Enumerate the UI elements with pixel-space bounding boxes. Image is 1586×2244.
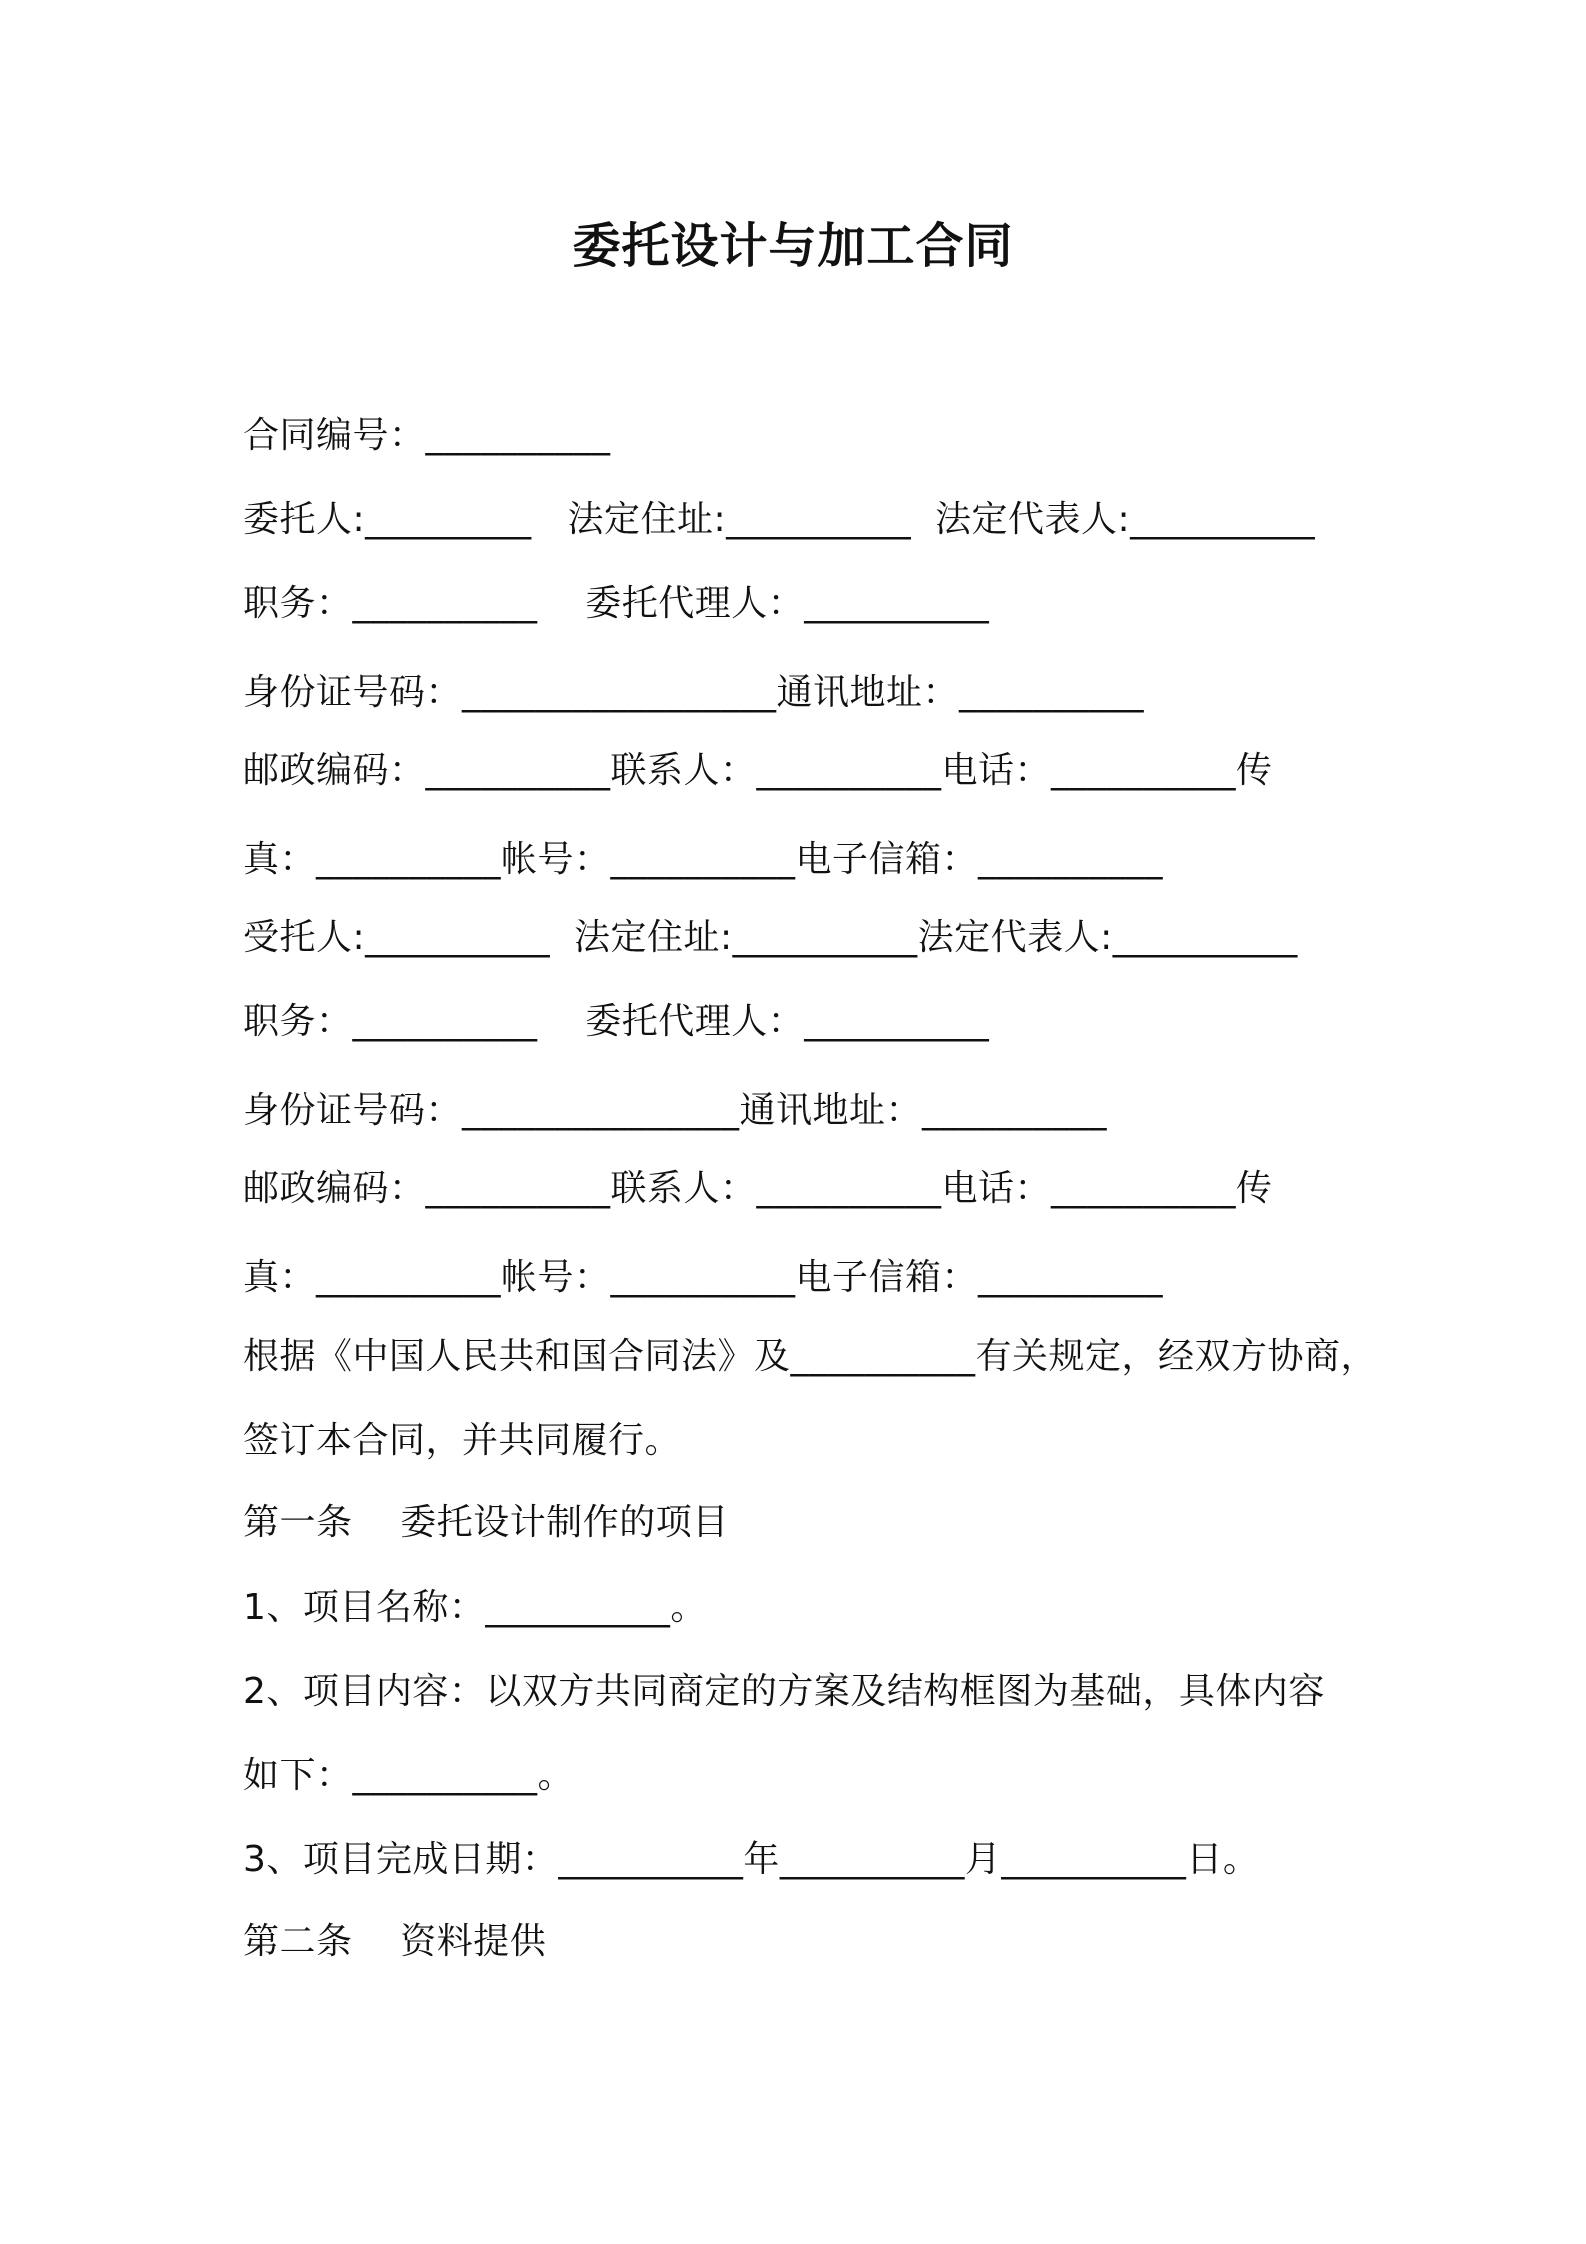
contractor-position-line: 职务：__________ 委托代理人：__________ xyxy=(243,1001,990,1042)
contractor-postcode-line: 邮政编码：__________联系人：__________电话：__________传 xyxy=(243,1168,1273,1209)
item-content-line-continued: 如下：__________。 xyxy=(243,1755,575,1796)
article-2-heading: 第二条 资料提供 xyxy=(243,1921,547,1962)
contractor-id-line: 身份证号码：_______________通讯地址：__________ xyxy=(243,1090,1108,1131)
completion-date-line: 3、项目完成日期：__________年__________月__________日。 xyxy=(243,1839,1260,1880)
client-id-line: 身份证号码：_________________通讯地址：__________ xyxy=(243,672,1145,713)
contract-number-line: 合同编号：__________ xyxy=(243,415,611,456)
client-postcode-line: 邮政编码：__________联系人：__________电话：__________传 xyxy=(243,750,1273,791)
client-line: 委托人:_________ 法定住址:__________ 法定代表人:__________ xyxy=(243,499,1316,540)
basis-line-continued: 签订本合同，并共同履行。 xyxy=(243,1420,682,1461)
client-fax-line: 真：__________帐号：__________电子信箱：__________ xyxy=(243,839,1164,880)
client-position-line: 职务：__________ 委托代理人：__________ xyxy=(243,583,990,624)
item-content-line: 2、项目内容：以双方共同商定的方案及结构框图为基础，具体内容 xyxy=(243,1671,1325,1712)
contractor-fax-line: 真：__________帐号：__________电子信箱：__________ xyxy=(243,1257,1164,1298)
article-1-heading: 第一条 委托设计制作的项目 xyxy=(243,1502,729,1543)
item-name-line: 1、项目名称：__________。 xyxy=(243,1587,707,1628)
document-title: 委托设计与加工合同 xyxy=(572,218,1014,274)
contractor-line: 受托人:__________ 法定住址:__________法定代表人:__________ xyxy=(243,917,1298,958)
basis-line: 根据《中国人民共和国合同法》及__________有关规定，经双方协商， xyxy=(243,1336,1378,1377)
